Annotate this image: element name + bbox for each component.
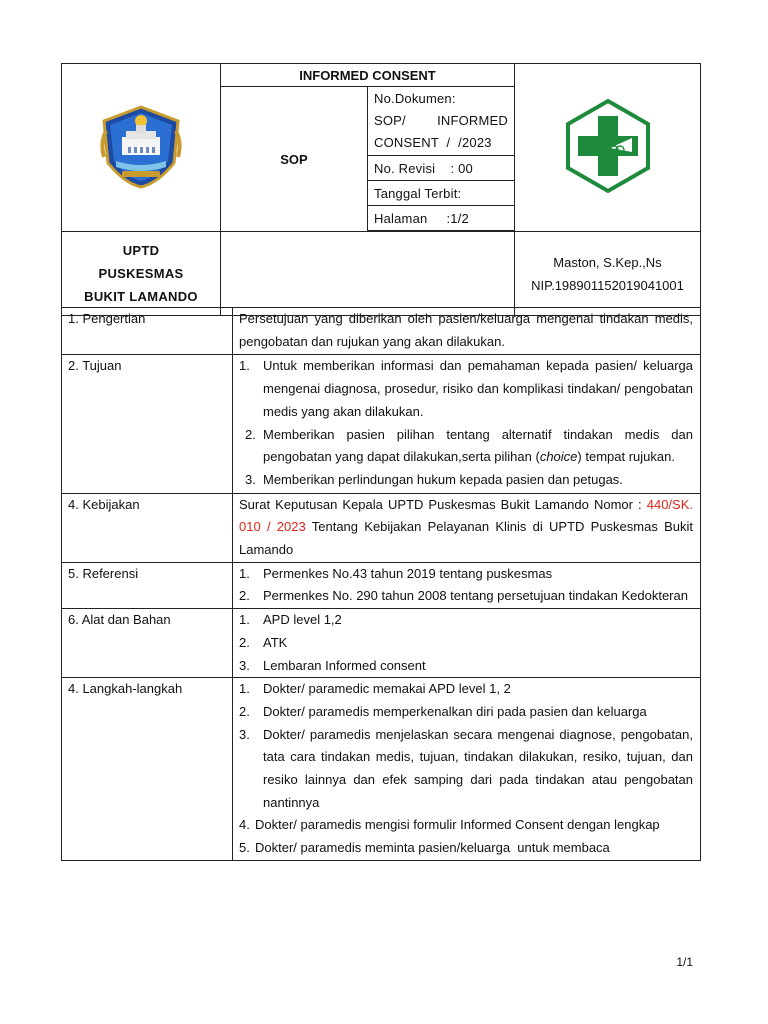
content-alat-bahan: [233, 609, 701, 678]
document-title: INFORMED CONSENT: [221, 64, 515, 87]
content-referensi: [233, 562, 701, 608]
content-pengertian: [233, 308, 701, 355]
row-pengertian: [62, 308, 701, 355]
row-alat-bahan: [62, 609, 701, 678]
sop-label: SOP: [221, 87, 368, 232]
alat-item-3: 3. Lembaran Informed consent: [239, 657, 426, 673]
label-kebijakan: 4. Kebijakan: [62, 493, 233, 562]
decree-number: 440/SK. 010 / 2023: [239, 496, 693, 535]
langkah-item-1: 1. Dokter/ paramedic memakai APD level 1, 2: [239, 681, 511, 697]
langkah-item-3: 3. Dokter/ paramedis menjelaskan secara mengenai diagnose, pengobatan, tata cara tindakan medis, tujuan, tindakan dilakukan, resiko, tujuan, dan resiko lainnya dan efek samping dari pada tindakan atau pengobatan nantinnya: [239, 726, 693, 810]
org-line-1: UPTD: [122, 243, 160, 258]
left-logo-cell: [62, 64, 221, 232]
right-logo-cell: [515, 64, 701, 232]
doc-number-label: No.Dokumen:: [374, 91, 456, 106]
doc-number-value: SOP/ INFORMED CONSENT / /2023: [374, 113, 508, 150]
tujuan-item-3: 3. Memberikan perlindungan hukum kepada pasien dan petugas.: [245, 471, 623, 487]
alat-item-1: 1. APD level 1,2: [239, 612, 342, 628]
tujuan-item-1: 1. Untuk memberikan informasi dan pemahaman kepada pasien/ keluarga mengenai diagnosa, prosedur, risiko dan komplikasi tindakan/ pengobatan medis yang akan dilakukan.: [239, 358, 693, 419]
regency-seal-logo: [98, 103, 184, 189]
revision-number: No. Revisi : 00: [368, 156, 515, 181]
issue-date: Tanggal Terbit:: [368, 181, 515, 206]
org-line-2: PUSKESMAS: [98, 266, 184, 281]
referensi-item-1: 1. Permenkes No.43 tahun 2019 tentang puskesmas: [239, 565, 553, 581]
page-count: Halaman :1/2: [368, 206, 515, 231]
signer-nip: NIP.198901152019041001: [531, 277, 684, 293]
row-kebijakan: [62, 493, 701, 562]
alat-item-2: 2. ATK: [239, 634, 288, 650]
langkah-item-4: 4. Dokter/ paramedis mengisi formulir Informed Consent dengan lengkap: [239, 817, 660, 833]
content-tujuan: [233, 355, 701, 493]
label-alat-bahan: 6. Alat dan Bahan: [62, 609, 233, 678]
label-referensi: 5. Referensi: [62, 562, 233, 608]
label-langkah: 4. Langkah-langkah: [62, 678, 233, 861]
puskesmas-cross-logo: [560, 98, 656, 194]
sop-header-table: [61, 63, 701, 316]
row-langkah: [62, 678, 701, 861]
org-line-3: BUKIT LAMANDO: [84, 289, 198, 304]
organization-name: [62, 232, 221, 316]
page-number: 1/1: [676, 955, 693, 969]
empty-signature-area: [221, 232, 515, 316]
tujuan-item-2: 2. Memberikan pasien pilihan tentang alternatif tindakan medis dan pengobatan yang dapat dilakukan,serta pilihan (choice) tempat rujukan.: [245, 426, 693, 465]
row-referensi: [62, 562, 701, 608]
langkah-item-5: 5. Dokter/ paramedis meminta pasien/keluarga untuk membaca: [239, 840, 610, 856]
content-langkah: [233, 678, 701, 861]
pengertian-text: Persetujuan yang diberikan oleh pasien/keluarga mengenai tindakan medis, pengobatan dan rujukan yang akan dilakukan.: [239, 311, 693, 349]
sop-body-table: [61, 307, 701, 861]
content-kebijakan: Surat Keputusan Kepala UPTD Puskesmas Bukit Lamando Nomor : 440/SK. 010 / 2023 Tentang Kebijakan Pelayanan Klinis di UPTD Puskesmas Bukit Lamando: [233, 493, 701, 562]
signer-block: [515, 232, 701, 316]
label-pengertian: 1. Pengertian: [62, 308, 233, 355]
doc-number-cell: [368, 87, 515, 156]
row-tujuan: [62, 355, 701, 493]
langkah-item-2: 2. Dokter/ paramedis memperkenalkan diri pada pasien dan keluarga: [239, 703, 647, 719]
label-tujuan: 2. Tujuan: [62, 355, 233, 493]
signer-name: Maston, S.Kep.,Ns: [553, 254, 662, 270]
referensi-item-2: 2. Permenkes No. 290 tahun 2008 tentang persetujuan tindakan Kedokteran: [239, 588, 688, 604]
